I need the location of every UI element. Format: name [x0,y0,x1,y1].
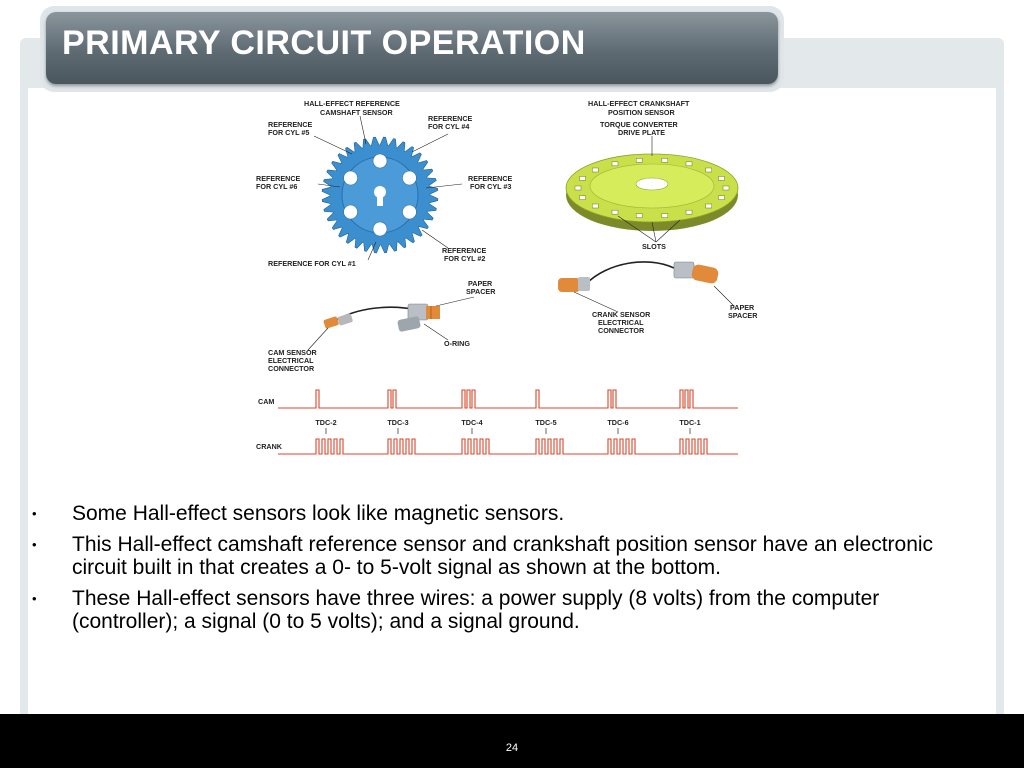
cam-keyway [377,192,383,206]
crank-sensor-body [674,262,694,278]
bullet-item [30,533,990,580]
cam-signal-trace [278,390,738,408]
crank-sensor-title-2: POSITION SENSOR [608,108,675,117]
crank-paper-spacer-1: PAPER [730,303,755,312]
drive-plate-slot [612,210,618,214]
crank-sensor-part [558,262,719,292]
ref-cyl2-line1: REFERENCE [442,246,487,255]
slots-label: SLOTS [642,242,666,251]
cam-sensor-title-2: CAMSHAFT SENSOR [320,108,393,117]
o-ring-label: O-RING [444,339,470,348]
crank-signal-trace [278,439,738,454]
drive-plate-slot [719,176,725,180]
drive-plate-center-hole [636,178,668,190]
drive-plate-slot [592,168,598,172]
ref-cyl5-line1: REFERENCE [268,120,313,129]
tdc-label: TDC-3 [387,418,409,427]
cam-connector-label-2: ELECTRICAL [268,356,314,365]
bullet-dot: • [32,590,37,606]
bullet-item [30,587,990,634]
ref-cyl2-line2: FOR CYL #2 [444,254,486,263]
crank-signal-label: CRANK [256,442,282,451]
crank-connector-label-1: CRANK SENSOR [592,310,651,319]
bullet-item [30,502,990,526]
drive-plate-slot [636,158,642,162]
drive-plate-label-2: DRIVE PLATE [618,128,665,137]
ref-cyl5-line2: FOR CYL #5 [268,128,310,137]
bullet-text: This Hall-effect camshaft reference sensor and crankshaft position sensor have an electronic circuit built in that creates a 0- to 5-volt signal as shown at the bottom. [72,532,934,579]
camshaft-reference-wheel [322,137,438,253]
cam-paper-spacer-2: SPACER [466,287,496,296]
cam-connector-label-1: CAM SENSOR [268,348,317,357]
ref-cyl4-line2: FOR CYL #4 [428,122,470,131]
tdc-label: TDC-5 [535,418,557,427]
ref-cyl4-line1: REFERENCE [428,114,473,123]
drive-plate-slot [575,186,581,190]
bullet-dot: • [32,536,37,552]
cam-wheel-window [344,205,358,219]
cam-connector-label-3: CONNECTOR [268,364,315,373]
drive-plate-slot [580,176,586,180]
bullet-text: Some Hall-effect sensors look like magnetic sensors. [72,502,565,525]
ref-cyl6-line1: REFERENCE [256,174,301,183]
drive-plate-slot [706,204,712,208]
drive-plate-slot [662,214,668,218]
torque-converter-drive-plate [566,154,738,231]
cam-wheel-window [344,171,358,185]
slide-title: PRIMARY CIRCUIT OPERATION [62,24,586,62]
drive-plate-slot [636,214,642,218]
ref-cyl1: REFERENCE FOR CYL #1 [268,259,356,268]
drive-plate-slot [612,162,618,166]
crank-paper-spacer-2: SPACER [728,311,758,320]
crank-connector-plug [558,278,580,292]
ref-cyl3-line2: FOR CYL #3 [470,182,512,191]
cam-paper-spacer-1: PAPER [468,279,493,288]
tdc-label: TDC-4 [461,418,483,427]
tdc-label: TDC-1 [679,418,701,427]
bullet-dot: • [32,506,37,521]
footer-bar [0,714,1024,768]
crank-connector-label-3: CONNECTOR [598,326,645,335]
cam-signal-label: CAM [258,397,275,406]
tdc-markers [315,418,700,434]
cam-sensor-title-1: HALL-EFFECT REFERENCE [304,99,400,108]
cam-wheel-window [373,222,387,236]
crank-sensor-tip [691,263,720,284]
cam-connector-plug [323,316,339,329]
drive-plate-slot [686,162,692,166]
drive-plate-slot [580,196,586,200]
drive-plate-slot [662,158,668,162]
bullet-text: These Hall-effect sensors have three wires: a power supply (8 volts) from the computer (controller); a signal (0 to 5 volts); and a signal ground. [72,586,880,633]
hall-effect-sensor-diagram [248,92,768,462]
drive-plate-slot [719,196,725,200]
ref-cyl6-line2: FOR CYL #6 [256,182,298,191]
drive-plate-slot [592,204,598,208]
tdc-label: TDC-2 [315,418,337,427]
drive-plate-slot [723,186,729,190]
cam-sensor-part [323,304,440,332]
cam-sensor-tip [426,306,440,319]
drive-plate-slot [686,210,692,214]
crank-connector-label-2: ELECTRICAL [598,318,644,327]
cam-wheel-window [402,171,416,185]
tdc-label: TDC-6 [607,418,629,427]
drive-plate-slot [706,168,712,172]
cam-wheel-window [373,154,387,168]
crank-sensor-title-1: HALL-EFFECT CRANKSHAFT [588,99,690,108]
ref-cyl3-line1: REFERENCE [468,174,513,183]
cam-wheel-window [402,205,416,219]
bullet-list [30,502,990,641]
page-number: 24 [505,742,519,754]
drive-plate-label-1: TORQUE CONVERTER [600,120,678,129]
